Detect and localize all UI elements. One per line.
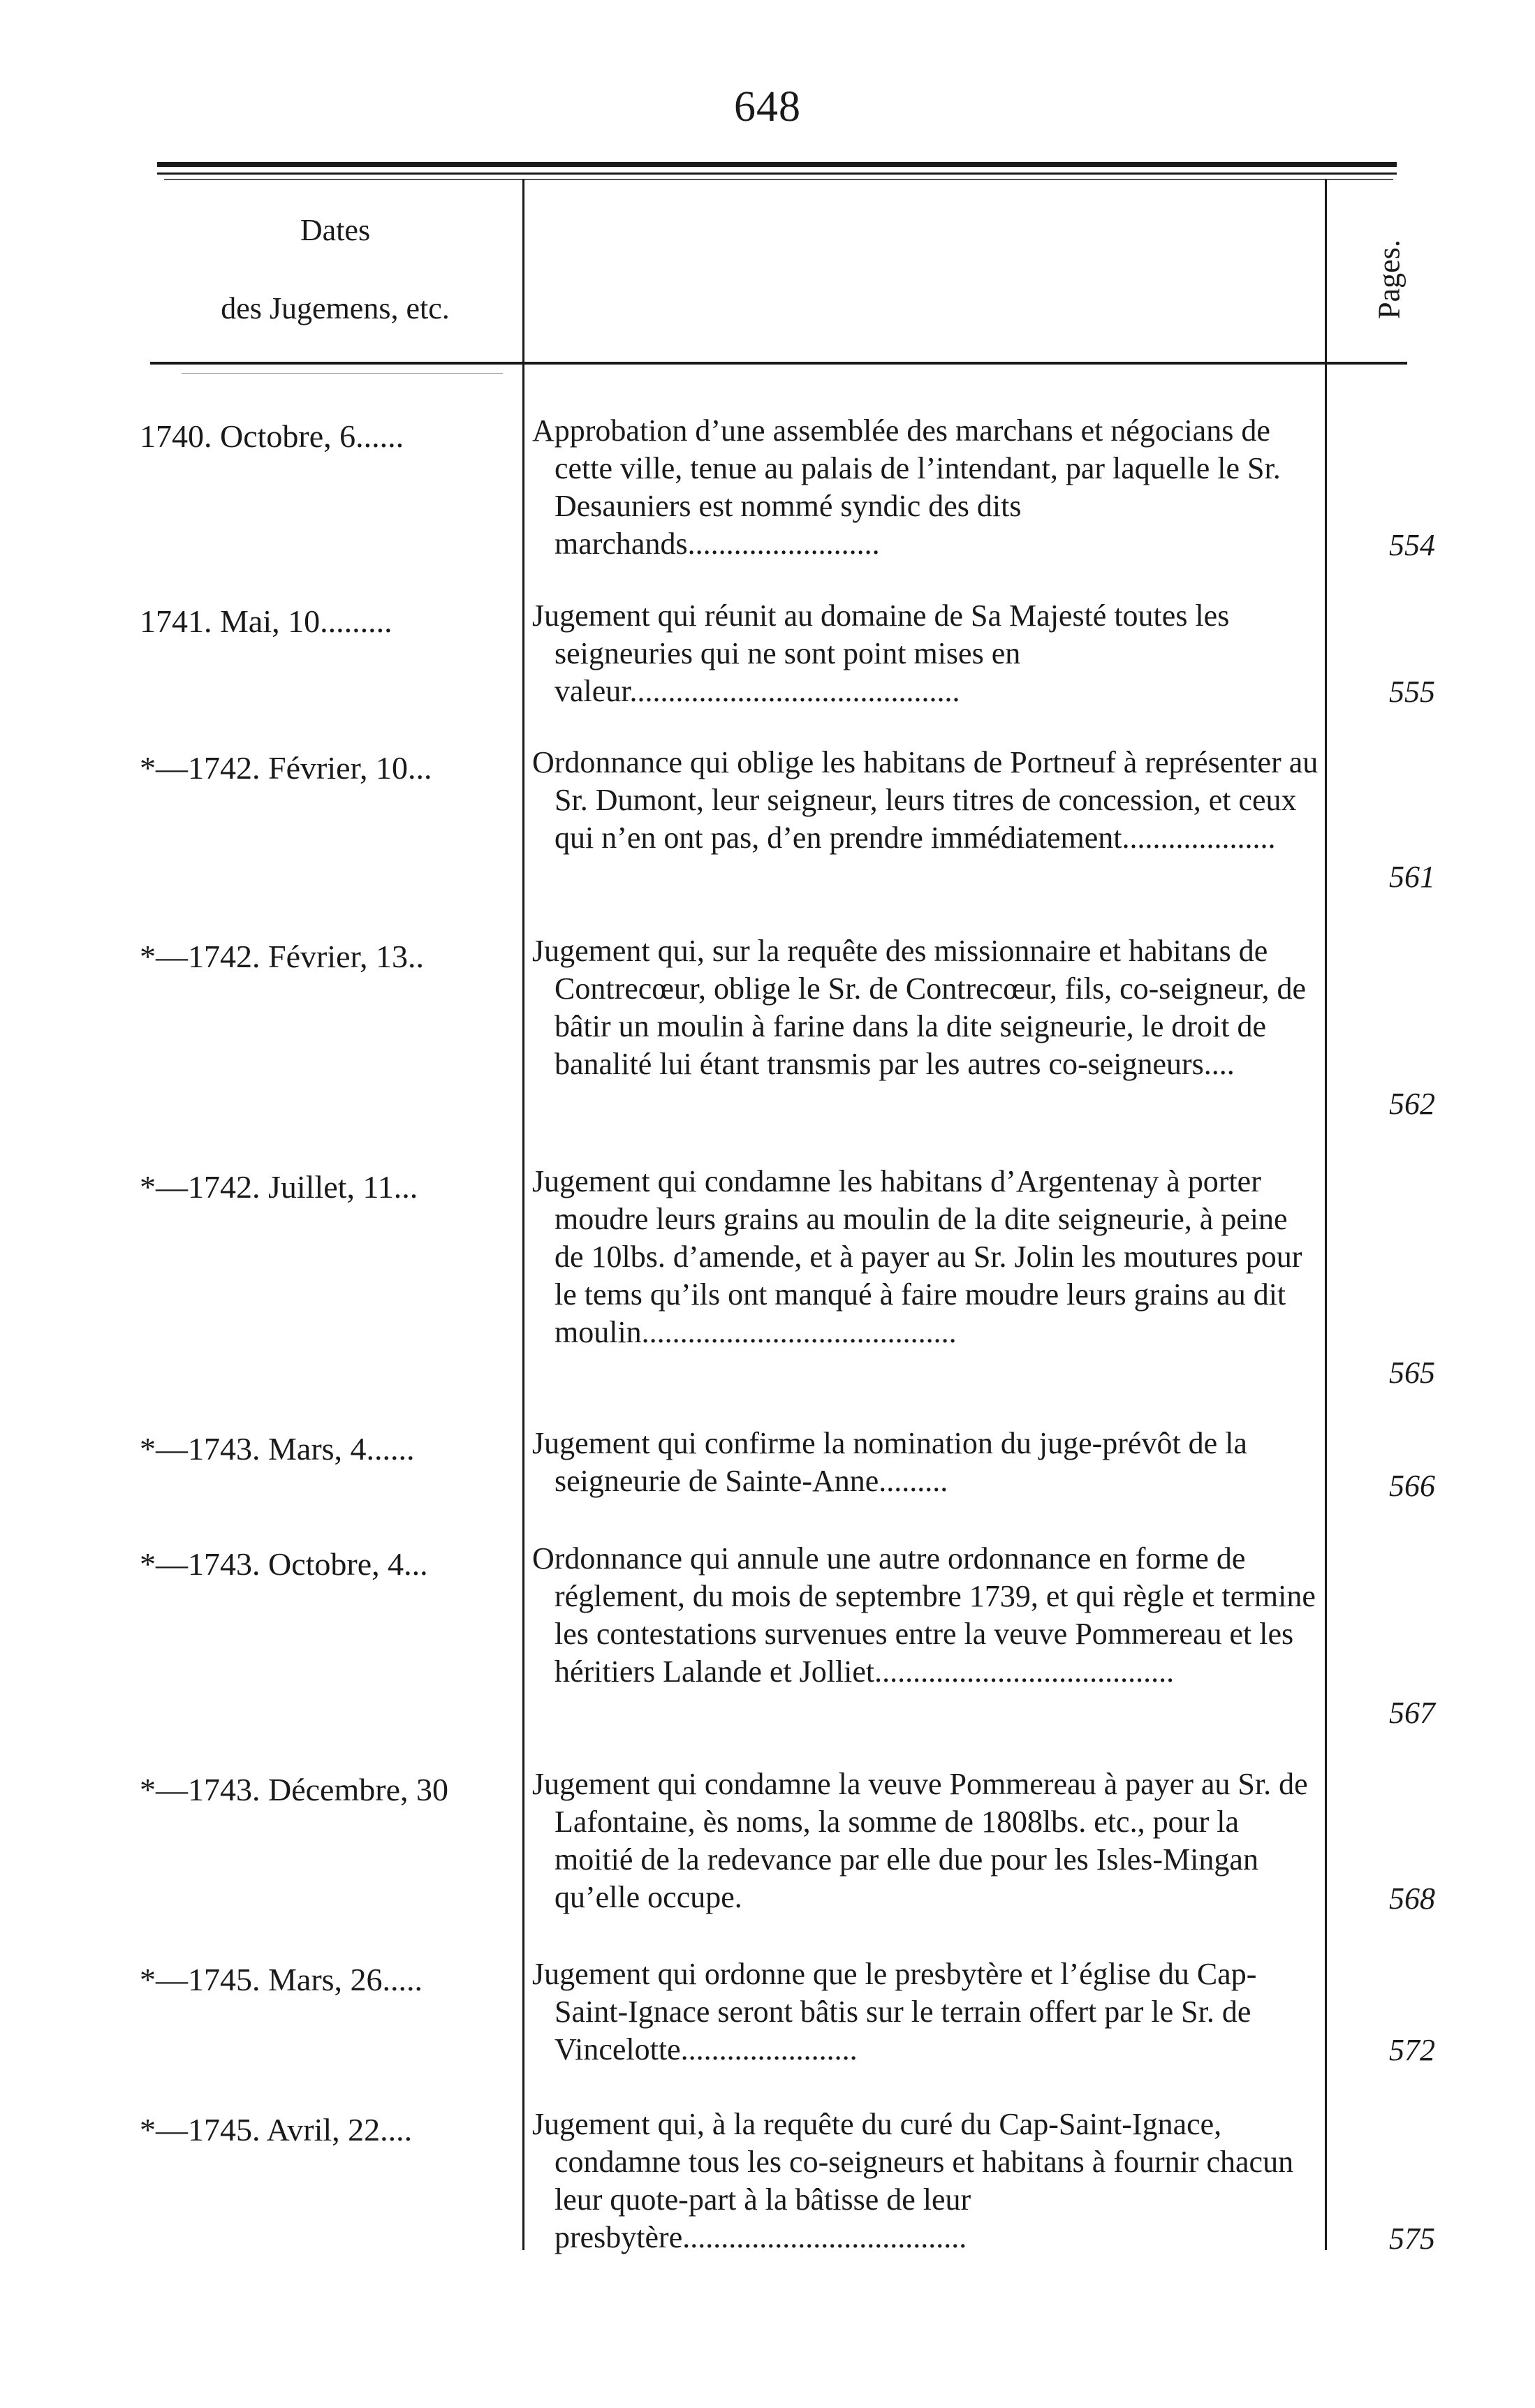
entry-text: Jugement qui condamne la veuve Pommereau à payer au Sr. de Lafontaine, ès noms, la somme de 1808lbs. etc., pour la moitié de la redevance par elle due pour les Isles-Mingan qu’elle occupe. [532,1767,1308,1914]
entry-date: *—1743. Mars, 4...... [140,1431,415,1467]
entry [0,412,1535,566]
entry-page: 554 [1389,528,1435,562]
entry [0,1540,1535,1735]
entry-page: 555 [1389,675,1435,709]
entry [0,744,1535,897]
entry-date: *—1742. Février, 10... [140,750,432,786]
entry-date: 1740. Octobre, 6...... [140,418,404,454]
header-pages: Pages. [1372,240,1407,319]
entry-text: Jugement qui, sur la requête des missionnaire et habitans de Contrecœur, oblige le Sr. de Contrecœur, fils, co-seigneur, de bâtir un moulin à farine dans la dite seigneurie, le droit de banalité lui étant transmis par les autres co-seigneurs.... [532,934,1307,1081]
entry [0,932,1535,1128]
entry-date: 1741. Mai, 10......... [140,603,392,639]
entry-date: *—1743. Octobre, 4... [140,1546,428,1582]
entry-text: Jugement qui confirme la nomination du juge-prévôt de la seigneurie de Sainte-Anne......... [532,1426,1247,1498]
entry-date: *—1745. Mars, 26..... [140,1962,423,1997]
entry [0,2106,1535,2266]
entry-date: *—1742. Juillet, 11... [140,1169,418,1205]
entry-page: 565 [1389,1356,1435,1390]
entry-text: Ordonnance qui oblige les habitans de Portneuf à représenter au Sr. Dumont, leur seigneur, leurs titres de concession, et ceux qui n’en ont pas, d’en prendre immédiatement.................... [532,745,1319,855]
entry-date: *—1743. Décembre, 30 [140,1772,448,1807]
entry-page: 561 [1389,860,1435,894]
entry-page: 566 [1389,1469,1435,1503]
header-dates: Dates [300,213,371,247]
entry [0,1955,1535,2074]
entry-page: 572 [1389,2033,1435,2067]
header-dates-subtitle: des Jugemens, etc. [221,291,450,325]
page-number: 648 [734,83,801,131]
entry-text: Jugement qui réunit au domaine de Sa Majesté toutes les seigneuries qui ne sont point mises en valeur........................................... [532,599,1230,708]
entry-page: 567 [1389,1696,1435,1730]
entry-page: 562 [1389,1087,1435,1121]
entry-date: *—1745. Avril, 22.... [140,2112,413,2148]
entry [0,1425,1535,1508]
entry-page: 568 [1389,1881,1435,1916]
entry-text: Jugement qui, à la requête du curé du Cap-Saint-Ignace, condamne tous les co-seigneurs et habitans à fournir chacun leur quote-part à la bâtisse de leur presbytère..................................... [532,2107,1294,2254]
entry [0,1163,1535,1393]
entry [0,1765,1535,1926]
entry-text: Approbation d’une assemblée des marchans et négocians de cette ville, tenue au palais de l’intendant, par laquelle le Sr. Desauniers est nommé syndic des dits marchands......................... [532,413,1281,561]
entry-text: Jugement qui condamne les habitans d’Argentenay à porter moudre leurs grains au moulin de la dite seigneurie, à peine de 10lbs. d’amende, et à payer au Sr. Jolin les moutures pour le tems qu’ils ont manqué à faire moudre leurs grains au dit moulin......................................... [532,1164,1302,1349]
entry-text: Ordonnance qui annule une autre ordonnance en forme de réglement, du mois de septembre 1739, et qui règle et termine les contestations survenues entre la veuve Pommereau et les héritiers Lalande et Jolliet....................................... [532,1541,1316,1689]
entry-page: 575 [1389,2222,1435,2256]
entry-text: Jugement qui ordonne que le presbytère et l’église du Cap-Saint-Ignace seront bâtis sur le terrain offert par le Sr. de Vincelotte....................... [532,1957,1257,2066]
entry-date: *—1742. Février, 13.. [140,939,424,974]
entry [0,597,1535,716]
